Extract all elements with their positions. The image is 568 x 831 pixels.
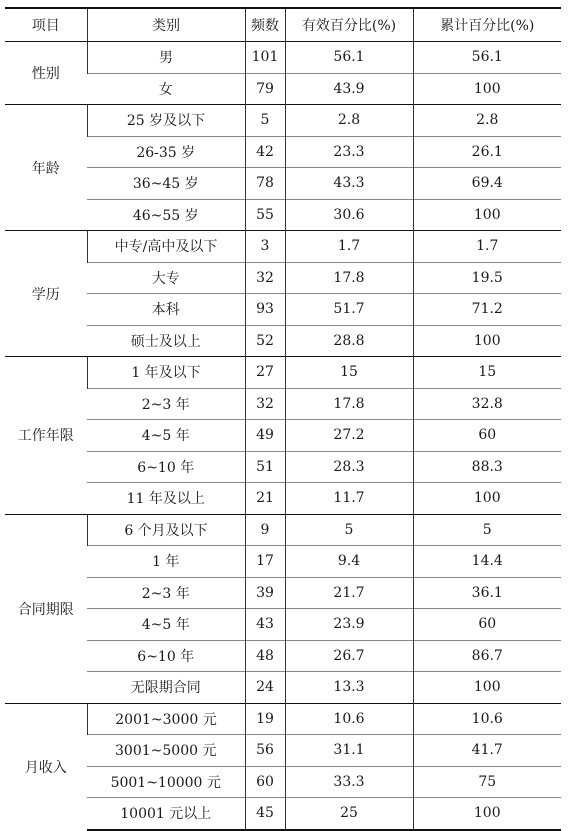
cumulative-percent-cell: 26.1: [413, 136, 561, 168]
valid-percent-cell: 17.8: [285, 262, 413, 294]
header-item: 项目: [5, 8, 87, 42]
cumulative-percent-cell: 100: [413, 483, 561, 515]
category-cell: 男: [87, 42, 245, 74]
table-row: [5, 73, 561, 105]
frequency-cell: 32: [245, 388, 285, 420]
table-row: [5, 640, 561, 672]
category-cell: 本科: [87, 294, 245, 326]
category-cell: 11 年及以上: [87, 483, 245, 515]
cumulative-percent-cell: 1.7: [413, 231, 561, 263]
frequency-cell: 52: [245, 325, 285, 357]
valid-percent-cell: 5: [285, 514, 413, 546]
item-cell: 月收入: [5, 703, 87, 830]
cumulative-percent-cell: 56.1: [413, 42, 561, 74]
table-row: [5, 483, 561, 515]
table-row: [5, 420, 561, 452]
table-row: [5, 357, 561, 389]
frequency-cell: 78: [245, 168, 285, 200]
frequency-cell: 55: [245, 199, 285, 231]
valid-percent-cell: 23.3: [285, 136, 413, 168]
cumulative-percent-cell: 36.1: [413, 577, 561, 609]
frequency-cell: 32: [245, 262, 285, 294]
item-cell: 年龄: [5, 105, 87, 231]
category-cell: 2~3 年: [87, 388, 245, 420]
table-row: [5, 546, 561, 578]
category-cell: 无限期合同: [87, 672, 245, 704]
cumulative-percent-cell: 88.3: [413, 451, 561, 483]
valid-percent-cell: 11.7: [285, 483, 413, 515]
valid-percent-cell: 2.8: [285, 105, 413, 137]
category-cell: 6 个月及以下: [87, 514, 245, 546]
frequency-cell: 19: [245, 703, 285, 735]
frequency-cell: 79: [245, 73, 285, 105]
table-row: [5, 766, 561, 798]
valid-percent-cell: 13.3: [285, 672, 413, 704]
cumulative-percent-cell: 19.5: [413, 262, 561, 294]
statistics-table: [5, 7, 561, 831]
cumulative-percent-cell: 86.7: [413, 640, 561, 672]
valid-percent-cell: 31.1: [285, 735, 413, 767]
valid-percent-cell: 43.9: [285, 73, 413, 105]
category-cell: 6~10 年: [87, 640, 245, 672]
frequency-cell: 93: [245, 294, 285, 326]
category-cell: 36~45 岁: [87, 168, 245, 200]
table-row: [5, 199, 561, 231]
category-cell: 大专: [87, 262, 245, 294]
table-row: [5, 451, 561, 483]
frequency-cell: 3: [245, 231, 285, 263]
frequency-cell: 56: [245, 735, 285, 767]
frequency-cell: 27: [245, 357, 285, 389]
cumulative-percent-cell: 100: [413, 199, 561, 231]
valid-percent-cell: 25: [285, 798, 413, 830]
header-category: 类别: [87, 8, 245, 42]
frequency-cell: 17: [245, 546, 285, 578]
table-row: [5, 168, 561, 200]
frequency-cell: 101: [245, 42, 285, 74]
cumulative-percent-cell: 60: [413, 420, 561, 452]
category-cell: 10001 元以上: [87, 798, 245, 830]
frequency-cell: 51: [245, 451, 285, 483]
valid-percent-cell: 56.1: [285, 42, 413, 74]
category-cell: 4~5 年: [87, 609, 245, 641]
category-cell: 25 岁及以下: [87, 105, 245, 137]
table-row: [5, 577, 561, 609]
valid-percent-cell: 28.8: [285, 325, 413, 357]
valid-percent-cell: 51.7: [285, 294, 413, 326]
category-cell: 3001~5000 元: [87, 735, 245, 767]
valid-percent-cell: 30.6: [285, 199, 413, 231]
frequency-cell: 21: [245, 483, 285, 515]
cumulative-percent-cell: 10.6: [413, 703, 561, 735]
table-row: [5, 325, 561, 357]
frequency-cell: 48: [245, 640, 285, 672]
frequency-cell: 42: [245, 136, 285, 168]
table-row: [5, 672, 561, 704]
frequency-cell: 60: [245, 766, 285, 798]
header-frequency: 频数: [245, 8, 285, 42]
frequency-cell: 5: [245, 105, 285, 137]
frequency-cell: 39: [245, 577, 285, 609]
header-row: [5, 8, 561, 42]
category-cell: 女: [87, 73, 245, 105]
table-row: [5, 105, 561, 137]
valid-percent-cell: 28.3: [285, 451, 413, 483]
frequency-cell: 24: [245, 672, 285, 704]
header-valid-percent: 有效百分比(%): [285, 8, 413, 42]
table-row: [5, 294, 561, 326]
table-row: [5, 735, 561, 767]
cumulative-percent-cell: 2.8: [413, 105, 561, 137]
header-cumulative-percent: 累计百分比(%): [413, 8, 561, 42]
valid-percent-cell: 10.6: [285, 703, 413, 735]
valid-percent-cell: 17.8: [285, 388, 413, 420]
cumulative-percent-cell: 60: [413, 609, 561, 641]
item-cell: 工作年限: [5, 357, 87, 515]
cumulative-percent-cell: 5: [413, 514, 561, 546]
frequency-cell: 45: [245, 798, 285, 830]
table-row: [5, 42, 561, 74]
cumulative-percent-cell: 100: [413, 798, 561, 830]
cumulative-percent-cell: 71.2: [413, 294, 561, 326]
category-cell: 中专/高中及以下: [87, 231, 245, 263]
valid-percent-cell: 21.7: [285, 577, 413, 609]
frequency-cell: 49: [245, 420, 285, 452]
category-cell: 5001~10000 元: [87, 766, 245, 798]
table-row: [5, 388, 561, 420]
table-row: [5, 514, 561, 546]
item-cell: 合同期限: [5, 514, 87, 703]
category-cell: 2001~3000 元: [87, 703, 245, 735]
valid-percent-cell: 15: [285, 357, 413, 389]
valid-percent-cell: 43.3: [285, 168, 413, 200]
category-cell: 6~10 年: [87, 451, 245, 483]
valid-percent-cell: 23.9: [285, 609, 413, 641]
cumulative-percent-cell: 100: [413, 73, 561, 105]
valid-percent-cell: 27.2: [285, 420, 413, 452]
cumulative-percent-cell: 15: [413, 357, 561, 389]
item-cell: 学历: [5, 231, 87, 357]
category-cell: 46~55 岁: [87, 199, 245, 231]
category-cell: 硕士及以上: [87, 325, 245, 357]
category-cell: 1 年及以下: [87, 357, 245, 389]
frequency-cell: 43: [245, 609, 285, 641]
valid-percent-cell: 26.7: [285, 640, 413, 672]
cumulative-percent-cell: 100: [413, 672, 561, 704]
frequency-cell: 9: [245, 514, 285, 546]
valid-percent-cell: 9.4: [285, 546, 413, 578]
category-cell: 2~3 年: [87, 577, 245, 609]
table-body: [5, 42, 561, 830]
cumulative-percent-cell: 32.8: [413, 388, 561, 420]
valid-percent-cell: 33.3: [285, 766, 413, 798]
table-row: [5, 231, 561, 263]
table-row: [5, 703, 561, 735]
cumulative-percent-cell: 69.4: [413, 168, 561, 200]
category-cell: 26-35 岁: [87, 136, 245, 168]
cumulative-percent-cell: 100: [413, 325, 561, 357]
table-row: [5, 136, 561, 168]
category-cell: 1 年: [87, 546, 245, 578]
cumulative-percent-cell: 41.7: [413, 735, 561, 767]
table-row: [5, 609, 561, 641]
category-cell: 4~5 年: [87, 420, 245, 452]
cumulative-percent-cell: 14.4: [413, 546, 561, 578]
valid-percent-cell: 1.7: [285, 231, 413, 263]
cumulative-percent-cell: 75: [413, 766, 561, 798]
table-row: [5, 262, 561, 294]
item-cell: 性别: [5, 42, 87, 105]
